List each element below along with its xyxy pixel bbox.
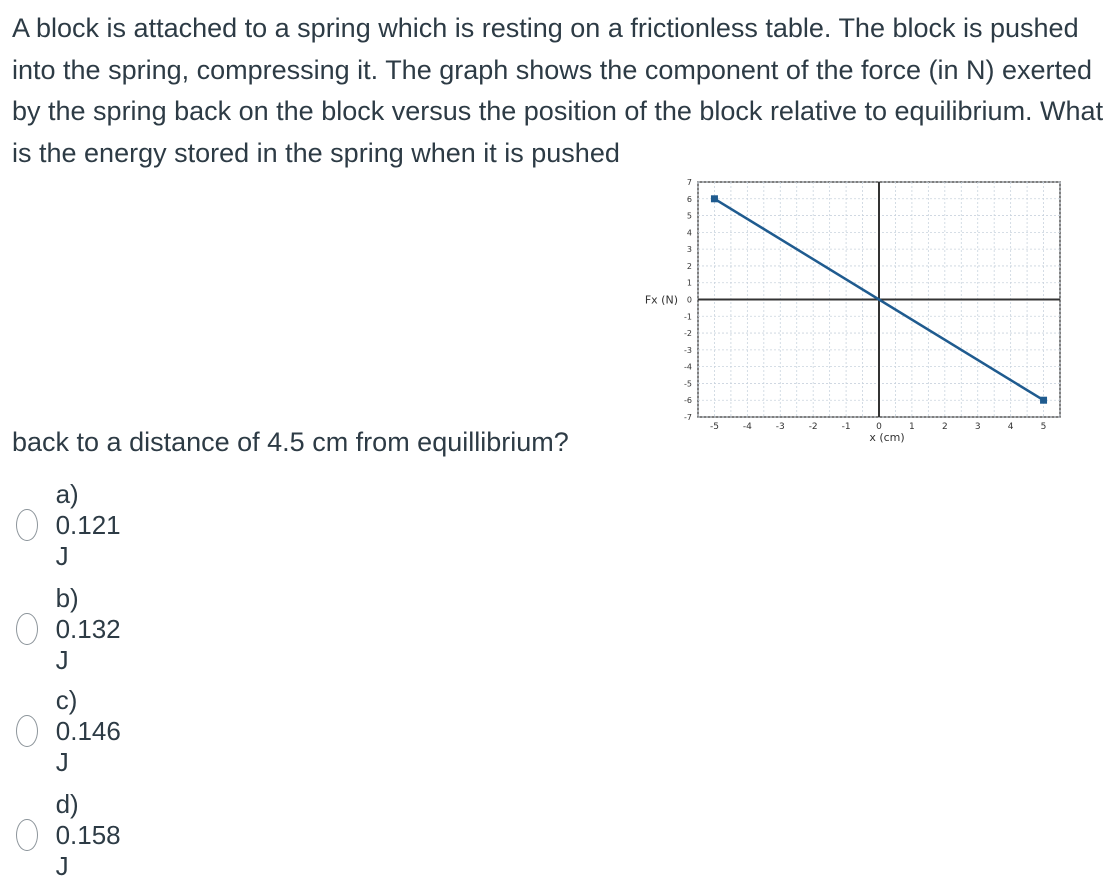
x-tick-label: 5 (1040, 422, 1047, 432)
y-tick-label: -3 (684, 345, 692, 355)
question-text: A block is attached to a spring which is resting on a frictionless table. The block is pushed into the spring, compressing it. The graph shows the component of the force (in N) exerted by the spring back on the block versus the position of the block relative to equilibrium. What is the energy stored in the spring when it is pushed (12, 13, 1104, 168)
y-tick-label: 6 (686, 194, 692, 204)
answer-option-c[interactable] (16, 684, 131, 777)
x-tick-label: 0 (876, 422, 882, 432)
x-tick-label: 4 (1007, 422, 1014, 432)
data-point (711, 195, 718, 202)
data-point (1040, 397, 1047, 404)
y-tick-label: -5 (684, 379, 692, 389)
radio-d[interactable] (16, 819, 38, 851)
chart-svg (620, 172, 1070, 452)
y-tick-label: 4 (686, 228, 692, 238)
x-tick-label: -5 (709, 422, 719, 432)
y-tick-label: 1 (686, 278, 692, 288)
radio-b[interactable] (16, 613, 38, 645)
answer-option-a[interactable] (16, 478, 131, 571)
answer-option-b[interactable] (16, 582, 131, 675)
y-tick-label: 5 (686, 211, 692, 221)
x-tick-label: -3 (775, 422, 785, 432)
answer-label-d: d) 0.158 J (55, 788, 121, 881)
answer-label-c: c) 0.146 J (55, 684, 121, 777)
y-tick-label: -4 (684, 362, 692, 372)
x-tick-label: -2 (808, 422, 818, 432)
answer-option-d[interactable] (16, 788, 131, 881)
answer-label-b: b) 0.132 J (55, 582, 121, 675)
radio-a[interactable] (16, 509, 38, 541)
x-tick-label: -1 (841, 422, 851, 432)
y-tick-label: -1 (684, 312, 692, 322)
x-tick-label: 3 (974, 422, 981, 432)
y-tick-label: -2 (684, 329, 692, 339)
y-tick-label: -7 (684, 413, 692, 422)
x-tick-label: 2 (941, 422, 948, 432)
y-tick-label: 0 (686, 295, 692, 305)
y-tick-label: -6 (684, 396, 692, 406)
radio-c[interactable] (16, 715, 38, 747)
question-text-continued: back to a distance of 4.5 cm from equillibrium? (12, 427, 569, 457)
y-tick-label: 3 (686, 245, 692, 255)
x-axis-label: x (cm) (869, 431, 905, 444)
answer-label-a: a) 0.121 J (55, 478, 121, 571)
force-position-graph (620, 172, 1070, 452)
x-tick-label: 1 (909, 422, 915, 432)
y-tick-label: 7 (686, 178, 692, 187)
x-tick-label: -4 (742, 422, 752, 432)
y-axis-label: Fx (N) (644, 293, 678, 307)
y-tick-label: 2 (686, 261, 692, 271)
